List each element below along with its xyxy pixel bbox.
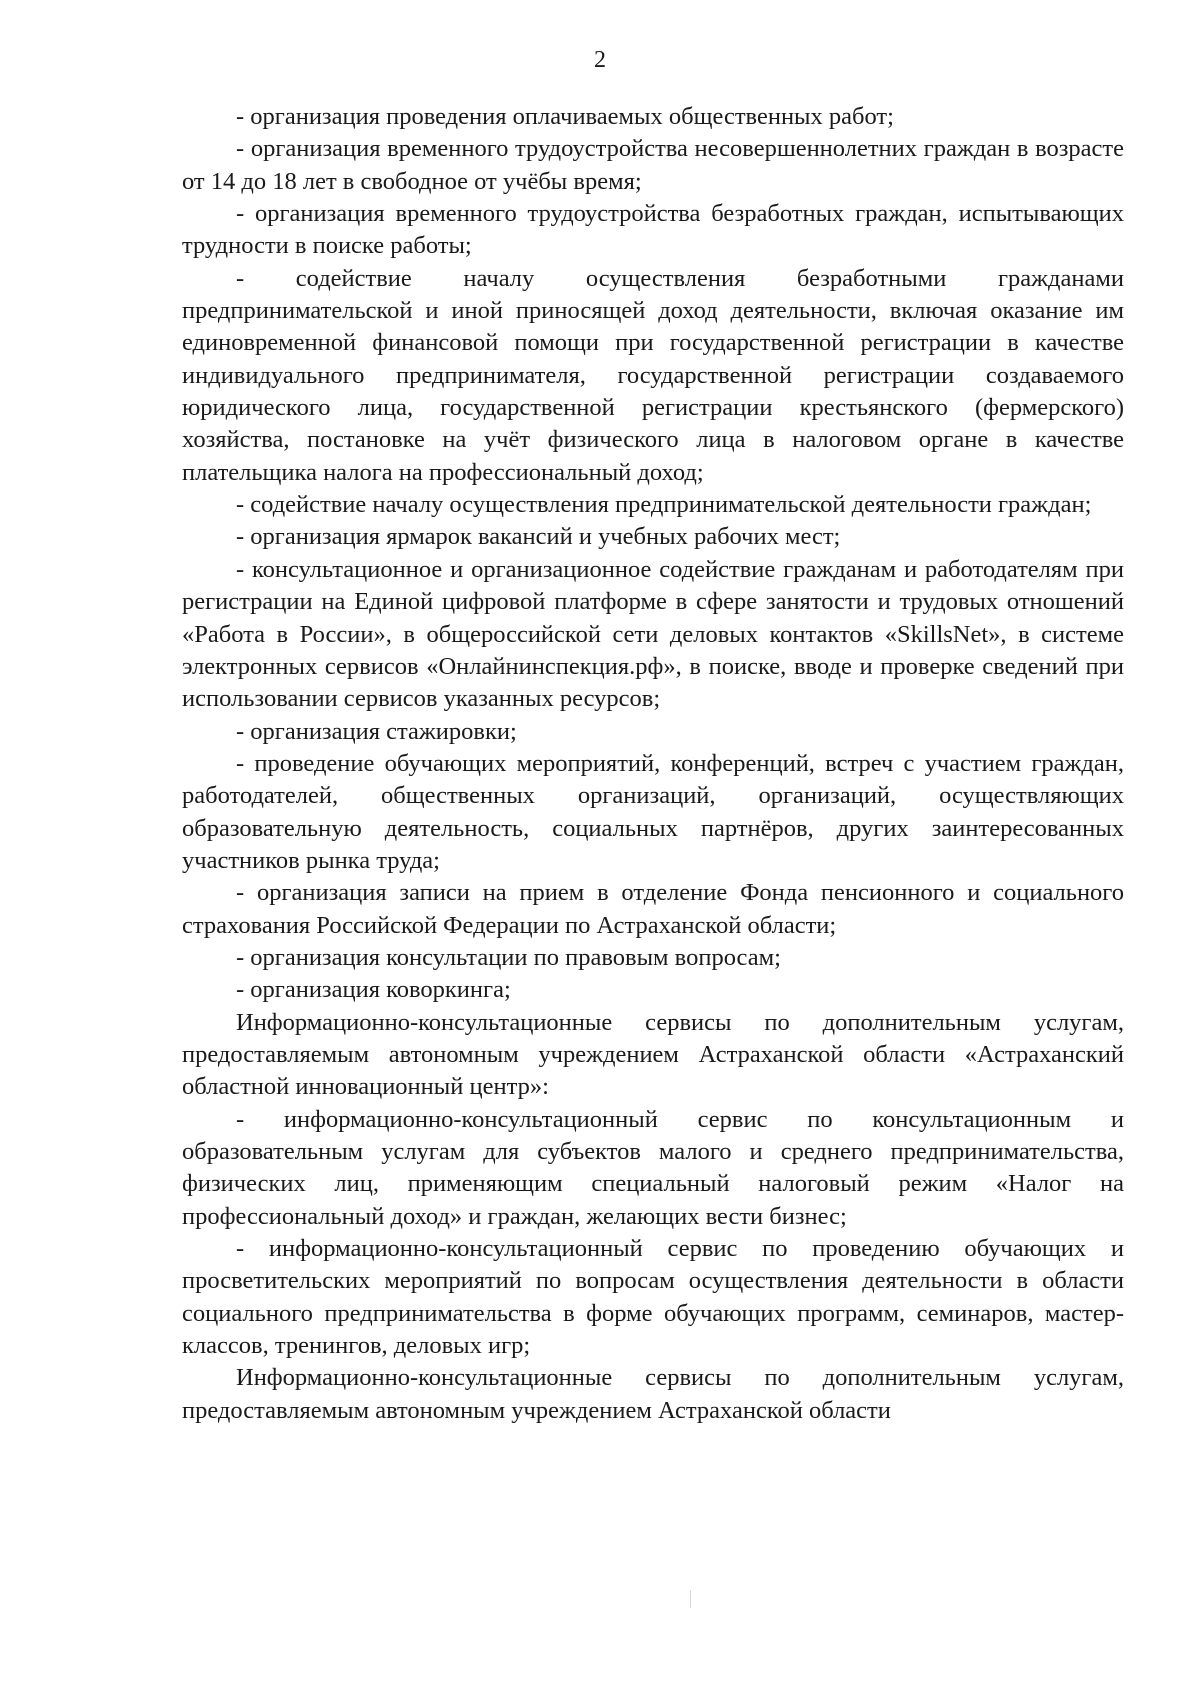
- paragraph: - информационно-консультационный сервис по консультационным и образовательным услугам для субъектов малого и среднего предпринимательства, физических лиц, применяющим специальный налоговый режим «Налог на профессиональный доход» и граждан, желающих вести бизнес;: [182, 1105, 1124, 1230]
- paragraph: - организация временного трудоустройства несовершеннолетних граждан в возрасте от 14 до 18 лет в свободное от учёбы время;: [182, 135, 1124, 195]
- paragraph: - консультационное и организационное содействие гражданам и работодателям при регистрации на Единой цифровой платформе в сфере занятости и трудовых отношений «Работа в России», в общероссийской сети деловых контактов «SkillsNet», в системе электронных сервисов «Онлайнинспекция.рф», в поиске, вводе и проверке сведений при использовании сервисов указанных ресурсов;: [182, 555, 1124, 713]
- paragraph: - организация ярмарок вакансий и учебных рабочих мест;: [236, 523, 841, 551]
- paragraph: - проведение обучающих мероприятий, конференций, встреч с участием граждан, работодателей, общественных организаций, организаций, осуществляющих образовательную деятельность, социальных партнёров, других заинтересованных участников рынка труда;: [182, 749, 1124, 874]
- paragraph: - организация стажировки;: [236, 717, 517, 745]
- paragraph: - содействие началу осуществления предпринимательской деятельности граждан;: [236, 491, 1092, 519]
- page-number: 2: [594, 47, 606, 73]
- document-body: [182, 101, 1124, 1427]
- paragraph: - содействие началу осуществления безработными гражданами предпринимательской и иной приносящей доход деятельности, включая оказание им единовременной финансовой помощи при государственной регистрации в качестве индивидуального предпринимателя, государственной регистрации создаваемого юридического лица, государственной регистрации крестьянского (фермерского) хозяйства, постановке на учёт физического лица в налоговом органе в качестве плательщика налога на профессиональный доход;: [182, 264, 1124, 486]
- scan-artifact: [690, 1590, 691, 1608]
- paragraph: - организация записи на прием в отделение Фонда пенсионного и социального страхования Российской Федерации по Астраханской области;: [182, 879, 1124, 939]
- paragraph: - организация коворкинга;: [236, 976, 511, 1004]
- paragraph: - организация временного трудоустройства безработных граждан, испытывающих трудности в поиске работы;: [182, 200, 1124, 260]
- paragraph: - организация проведения оплачиваемых общественных работ;: [236, 103, 894, 130]
- paragraph: - организация консультации по правовым вопросам;: [236, 943, 781, 971]
- paragraph: Информационно-консультационные сервисы по дополнительным услугам, предоставляемым автономным учреждением Астраханской области «Астраханский областной инновационный центр»:: [182, 1008, 1124, 1101]
- paragraph: - информационно-консультационный сервис по проведению обучающих и просветительских мероприятий по вопросам осуществления деятельности в области социального предпринимательства в форме обучающих программ, семинаров, мастер-классов, тренингов, деловых игр;: [182, 1235, 1124, 1360]
- paragraph: Информационно-консультационные сервисы по дополнительным услугам, предоставляемым автономным учреждением Астраханской области: [182, 1364, 1124, 1424]
